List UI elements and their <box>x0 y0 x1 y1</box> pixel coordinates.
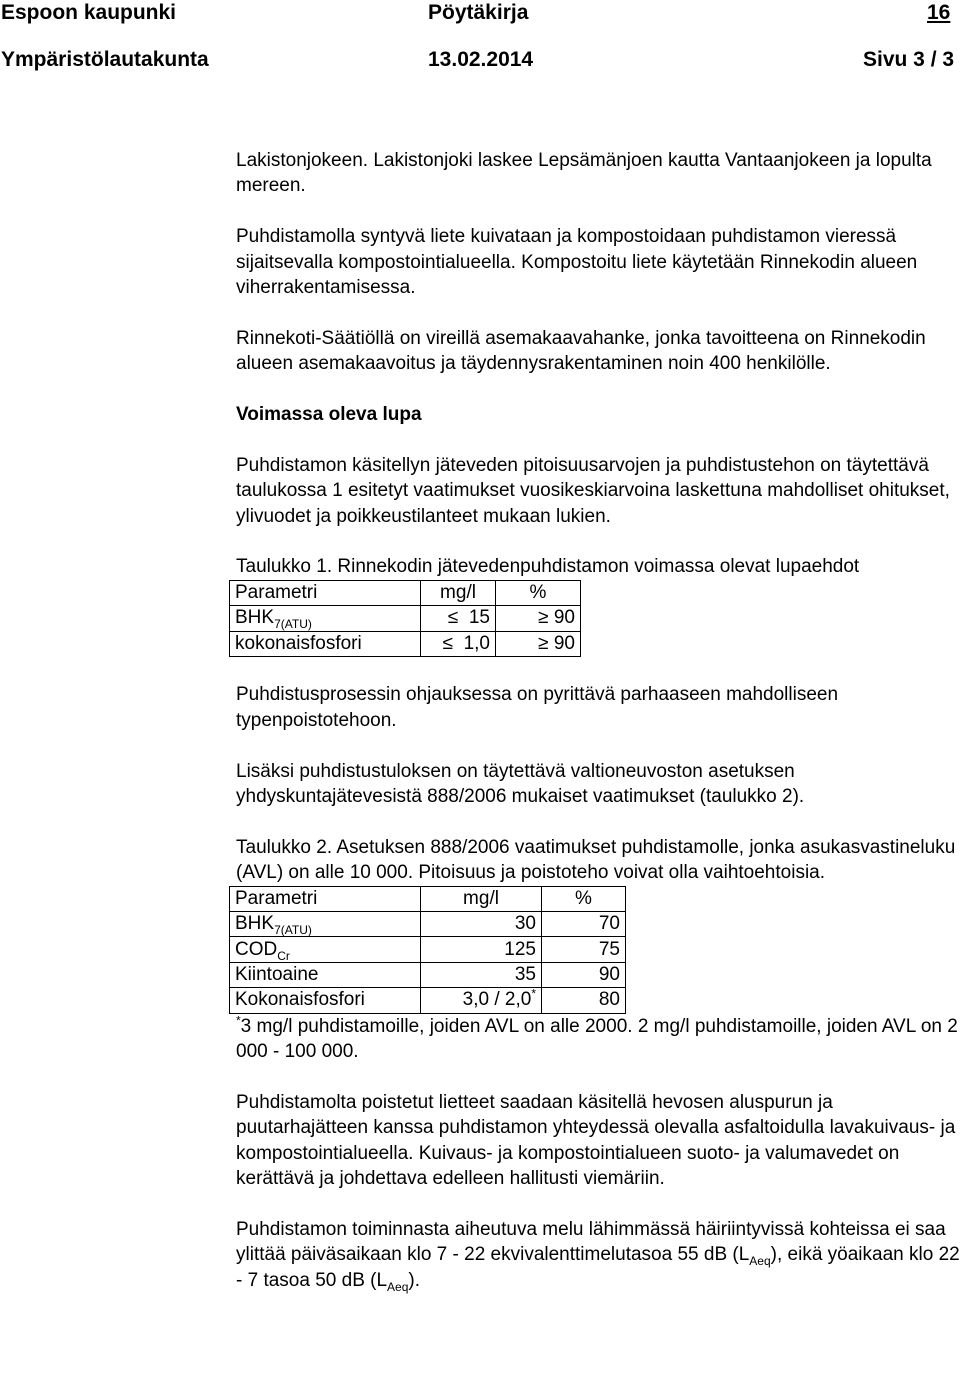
table-cell: ≥ 90 <box>496 606 581 631</box>
table-header-cell: % <box>496 580 581 605</box>
table-row <box>230 962 626 987</box>
table-cell: ≥ 90 <box>496 631 581 656</box>
table-row <box>230 606 581 631</box>
document-body <box>236 148 960 1293</box>
table-row <box>230 631 581 656</box>
table1-caption-text: Rinnekodin jätevedenpuhdistamon voimassa olevat lupaehdot <box>337 556 860 578</box>
table1 <box>229 580 581 657</box>
table-cell: ≤ 15 <box>421 606 496 631</box>
header-committee: Ympäristölautakunta <box>1 48 209 71</box>
table-cell: kokonaisfosfori <box>230 631 421 656</box>
paragraph-asetus: Lisäksi puhdistustuloksen on täytettävä valtioneuvoston asetuksen yhdyskuntajätevesistä 888/2006 mukaiset vaatimukset (taulukko 2). <box>236 760 805 807</box>
table-cell: 90 <box>542 962 626 987</box>
table-cell: $BHK_{7(ATU)}$ <box>230 912 421 937</box>
table-cell: Kokonaisfosfori <box>230 988 421 1013</box>
table-header-row <box>230 580 581 605</box>
table-cell: 70 <box>542 912 626 937</box>
table-header-cell: mg/l <box>421 886 542 911</box>
table-header-cell: mg/l <box>421 580 496 605</box>
table-header-cell: Parametri <box>230 580 421 605</box>
table-cell: 75 <box>542 937 626 962</box>
paragraph-melu: Puhdistamon toiminnasta aiheutuva melu lähimmässä häiriintyvissä kohteissa ei saa ylittää päiväsaikaan klo 7 - 22 ekvivalenttimelutasoa 55 dB $(L_{Aeq})$, eikä yöaikaan klo 22 - 7 tasoa 50 dB $(L_{Aeq})$. <box>236 1218 960 1294</box>
table-cell: 125 <box>421 937 542 962</box>
section-heading: Voimassa oleva lupa <box>236 404 422 426</box>
paragraph-lakistonjoki: Lakistonjokeen. Lakistonjoki laskee Lepsämänjoen kautta Vantaanjokeen ja lopulta mereen. <box>236 150 932 197</box>
table-cell: 3,0 / 2,0* <box>421 988 542 1013</box>
table-cell: Kiintoaine <box>230 962 421 987</box>
table1-caption-label: Taulukko 1. <box>236 556 333 578</box>
table-cell: 35 <box>421 962 542 987</box>
table2-caption-text: Asetuksen 888/2006 vaatimukset puhdistamolle, jonka asukasvastineluku (AVL) on alle 10 000. Pitoisuus ja poistoteho voivat olla vaihtoehtoisia. <box>236 836 956 884</box>
table1-caption <box>236 554 960 579</box>
header-section-number: 16 <box>927 1 951 24</box>
table-cell: 80 <box>542 988 626 1013</box>
footnote-mark: * <box>236 1013 241 1028</box>
table2-caption-label: Taulukko 2. <box>236 836 333 858</box>
table2-footnote: *3 mg/l puhdistamoille, joiden AVL on alle 2000. 2 mg/l puhdistamoille, joiden AVL on 2 000 - 100 000. <box>236 1013 958 1062</box>
header-date: 13.02.2014 <box>428 48 534 71</box>
paragraph-asemakaava: Rinnekoti-Säätiöllä on vireillä asemakaavahanke, jonka tavoitteena on Rinnekodin alueen asemakaavoitus ja täydennysrakentaminen noin 400 henkilölle. <box>236 327 926 375</box>
table2 <box>229 886 626 1014</box>
paragraph-liete: Puhdistamolla syntyvä liete kuivataan ja kompostoidaan puhdistamon vieressä sijaitsevalla kompostointialueella. Kompostoitu liete käytetään Rinnekodin alueen viherrakentamisessa. <box>236 226 918 299</box>
table-cell: $COD_{Cr}$ <box>230 937 421 962</box>
table-header-row <box>230 886 626 911</box>
table-cell: $BHK_{7(ATU)}$ <box>230 606 421 631</box>
table-row <box>230 912 626 937</box>
table-row <box>230 937 626 962</box>
table-row <box>230 988 626 1013</box>
paragraph-typenpoisto: Puhdistusprosessin ohjauksessa on pyrittävä parhaaseen mahdolliseen typenpoistotehoon. <box>236 684 839 731</box>
header-page: Sivu 3 / 3 <box>863 48 955 71</box>
table-cell: ≤ 1,0 <box>421 631 496 656</box>
table-header-cell: Parametri <box>230 886 421 911</box>
table2-caption <box>236 835 960 886</box>
header-org: Espoon kaupunki <box>1 1 177 24</box>
table-cell: 30 <box>421 912 542 937</box>
paragraph-lietteet: Puhdistamolta poistetut lietteet saadaan käsitellä hevosen aluspurun ja puutarhajätteen kanssa puhdistamon yhteydessä olevalla asfaltoidulla lavakuivaus- ja kompostointialueella. Kuivaus- ja kompostointialueen suoto- ja valumavedet on kerättävä ja johdettava edelleen hallitusti viemäriin. <box>236 1091 956 1189</box>
header-doc-type: Pöytäkirja <box>428 1 529 24</box>
table-header-cell: % <box>542 886 626 911</box>
paragraph-pitoisuus: Puhdistamon käsitellyn jäteveden pitoisuusarvojen ja puhdistustehon on täytettävä taulukossa 1 esitetyt vaatimukset vuosikeskiarvoina laskettuna mahdolliset ohitukset, ylivuodet ja poikkeustilanteet mukaan lukien. <box>236 454 950 527</box>
